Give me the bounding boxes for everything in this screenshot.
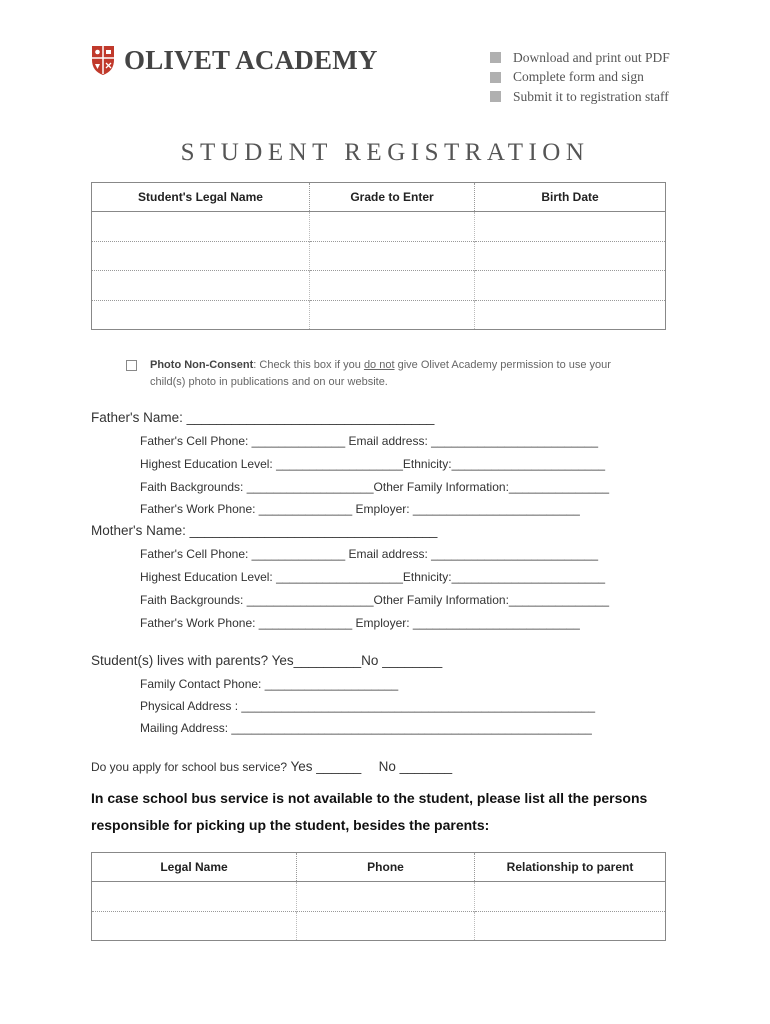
mother-cell-email-field[interactable]: Father's Cell Phone: ______________ Email address: _________________________ [140,547,598,561]
mother-faith-info-field[interactable]: Faith Backgrounds: ___________________Other Family Information:_______________ [140,593,610,607]
grade-cell[interactable] [310,271,475,301]
column-header-legal-name: Student's Legal Name [92,183,310,212]
phone-cell[interactable] [297,882,475,912]
pickup-instruction-line-2: responsible for picking up the student, besides the parents: [91,817,490,833]
legal-name-cell[interactable] [92,241,310,271]
pickup-instruction-line-1: In case school bus service is not available to the student, please list all the persons [91,790,648,806]
father-cell-email-field[interactable]: Father's Cell Phone: ______________ Email address: _________________________ [140,434,598,448]
table-row [92,300,666,330]
mothers-name-field[interactable]: Mother's Name: _________________________________ [91,523,438,538]
table-row [92,271,666,301]
instruction-text: Download and print out PDF [513,49,670,65]
table-row [92,212,666,242]
physical-address-field[interactable]: Physical Address : _____________________________________________________ [140,699,596,713]
fathers-name-field[interactable]: Father's Name: _________________________________ [91,410,435,425]
relationship-cell[interactable] [475,882,666,912]
consent-label: Photo Non-Consent [150,359,254,371]
birth-date-cell[interactable] [475,271,666,301]
consent-line-2: child(s) photo in publications and on our website. [150,376,388,388]
instruction-text: Submit it to registration staff [513,88,669,104]
consent-text-a: : Check this box if you [253,359,364,371]
family-contact-phone-field[interactable]: Family Contact Phone: ____________________ [140,677,399,691]
consent-emphasis: do not [363,359,395,371]
bus-no-field[interactable]: No _______ [378,759,453,774]
photo-consent-checkbox[interactable] [126,360,137,371]
student-table [91,182,666,330]
grade-cell[interactable] [310,241,475,271]
father-faith-info-field[interactable]: Faith Backgrounds: ___________________Other Family Information:_______________ [140,480,610,494]
bullet-square-icon [490,72,501,83]
table-row [92,241,666,271]
table-header-row [92,853,666,882]
column-header-grade: Grade to Enter [310,183,475,212]
academy-logo [90,44,378,76]
consent-text-b: give Olivet Academy permission to use your [394,359,611,371]
grade-cell[interactable] [310,212,475,242]
lives-with-parents-field[interactable]: Student(s) lives with parents? Yes_________No ________ [91,653,443,668]
column-header-phone: Phone [297,853,475,882]
father-work-employer-field[interactable]: Father's Work Phone: ______________ Employer: _________________________ [140,502,580,516]
crest-icon [90,44,116,76]
instructions-list [490,48,670,107]
legal-name-cell[interactable] [92,911,297,941]
instruction-item [490,68,670,88]
consent-line-1 [150,357,646,374]
table-row [92,911,666,941]
instruction-text: Complete form and sign [513,69,644,85]
pickup-persons-table [91,852,666,941]
mailing-address-field[interactable]: Mailing Address: ______________________________________________________ [140,721,592,735]
father-education-ethnicity-field[interactable]: Highest Education Level: ___________________Ethnicity:_______________________ [140,457,606,471]
legal-name-cell[interactable] [92,882,297,912]
column-header-birth-date: Birth Date [475,183,666,212]
phone-cell[interactable] [297,911,475,941]
form-title: STUDENT REGISTRATION [180,139,590,166]
column-header-legal-name: Legal Name [92,853,297,882]
bus-service-question [91,759,452,774]
column-header-relationship: Relationship to parent [475,853,666,882]
table-row [92,882,666,912]
photo-consent [126,357,646,391]
mother-education-ethnicity-field[interactable]: Highest Education Level: ___________________Ethnicity:_______________________ [140,570,606,584]
birth-date-cell[interactable] [475,212,666,242]
bullet-square-icon [490,91,501,102]
logo-text: OLIVET ACADEMY [124,44,378,75]
bullet-square-icon [490,52,501,63]
birth-date-cell[interactable] [475,241,666,271]
table-header-row [92,183,666,212]
legal-name-cell[interactable] [92,271,310,301]
birth-date-cell[interactable] [475,300,666,330]
bus-yes-field[interactable]: Yes ______ [290,759,362,774]
grade-cell[interactable] [310,300,475,330]
bus-question-text: Do you apply for school bus service? [91,760,288,774]
legal-name-cell[interactable] [92,300,310,330]
relationship-cell[interactable] [475,911,666,941]
mother-work-employer-field[interactable]: Father's Work Phone: ______________ Employer: _________________________ [140,616,580,630]
legal-name-cell[interactable] [92,212,310,242]
instruction-item [490,87,670,107]
instruction-item [490,48,670,68]
